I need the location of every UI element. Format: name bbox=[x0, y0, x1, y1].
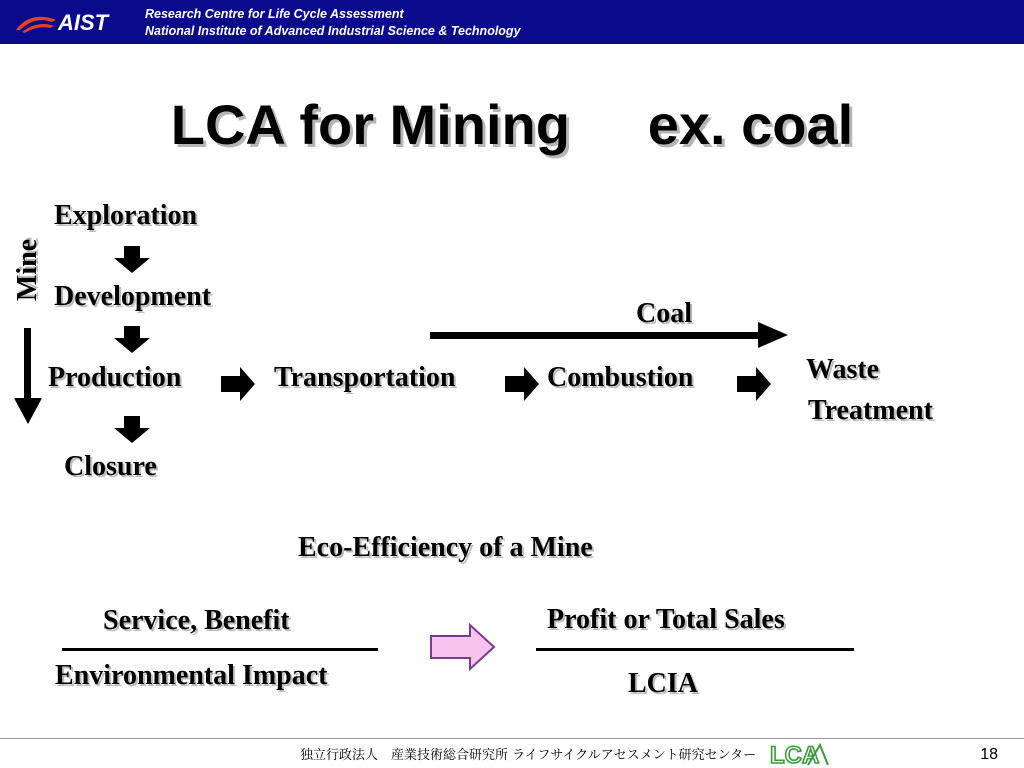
stage-exploration: Exploration bbox=[54, 200, 198, 231]
stage-closure: Closure bbox=[64, 451, 157, 482]
stage-waste-line-2: Treatment bbox=[808, 395, 933, 426]
footer-organization: 独立行政法人 産業技術総合研究所 ライフサイクルアセスメント研究センター bbox=[300, 748, 757, 763]
left-denominator: Environmental Impact bbox=[55, 660, 328, 691]
right-denominator: LCIA bbox=[628, 668, 699, 699]
right-numerator: Profit or Total Sales bbox=[547, 604, 785, 635]
page-number: 18 bbox=[980, 746, 998, 763]
mine-side-label bbox=[8, 228, 48, 312]
aist-logo-text: AIST bbox=[58, 10, 109, 35]
header-text bbox=[145, 6, 521, 40]
header-line-1: Research Centre for Life Cycle Assessment bbox=[145, 7, 404, 21]
down-arrow-icon bbox=[112, 416, 152, 444]
stage-transportation: Transportation bbox=[274, 362, 456, 393]
aist-logo bbox=[12, 6, 132, 38]
header-bar bbox=[0, 0, 1024, 44]
right-arrow-icon bbox=[504, 366, 540, 402]
slide-title: LCA for Mining ex. coal bbox=[170, 93, 854, 156]
eco-efficiency-heading: Eco-Efficiency of a Mine bbox=[298, 532, 593, 563]
down-arrow-icon bbox=[112, 326, 152, 354]
mine-side-label-text: Mine bbox=[12, 238, 43, 302]
right-arrow-icon bbox=[736, 366, 772, 402]
left-fraction-bar bbox=[62, 648, 378, 651]
mine-down-arrow bbox=[12, 328, 44, 424]
footer-divider bbox=[0, 738, 1024, 739]
header-line-2: National Institute of Advanced Industrial Science & Technology bbox=[145, 24, 521, 38]
right-arrow-icon bbox=[220, 366, 256, 402]
lca-logo bbox=[768, 741, 830, 767]
stage-development: Development bbox=[54, 281, 212, 312]
stage-combustion: Combustion bbox=[547, 362, 694, 393]
lca-logo-text: LCA bbox=[770, 742, 820, 767]
coal-label: Coal bbox=[636, 298, 692, 329]
down-arrow-icon bbox=[112, 246, 152, 274]
left-numerator: Service, Benefit bbox=[103, 605, 290, 636]
stage-production: Production bbox=[48, 362, 182, 393]
right-fraction-bar bbox=[536, 648, 854, 651]
coal-flow-arrow bbox=[430, 322, 790, 348]
pink-right-arrow-icon bbox=[430, 624, 496, 670]
stage-waste-line-1: Waste bbox=[806, 354, 880, 385]
